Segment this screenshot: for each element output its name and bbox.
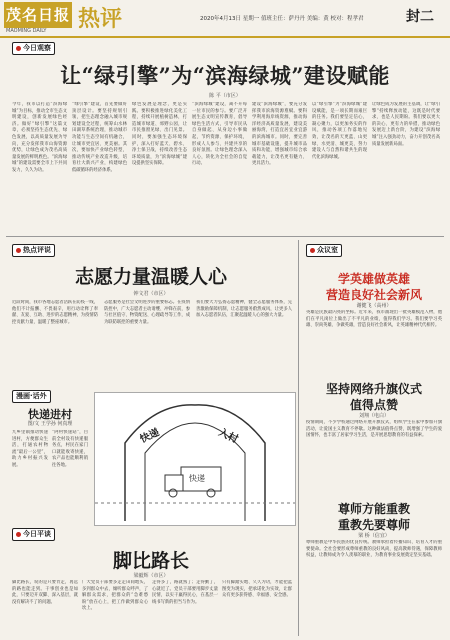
cartoon-tag: 漫画·话外 <box>12 390 51 403</box>
top-story-byline: 陈 平（市区） <box>209 93 241 99</box>
cartoon-text-right: “阿村快递站”，目前全村设有快递服务点，村民在家门口就能收寄快递，农产品也能顺利销往各地。 <box>52 430 88 468</box>
top-story-col-3: 绿色发展是理念，更是实践。要积极推进绿化美化工程，持续开展植树造林，打造城市绿道、郊野公园，让市民推窗见绿、出门见景。同时，要加强生态环境保护，深入打好蓝天、碧水、净土保卫战，持续改善生态环境质量，为“滨海绿城”建设提供坚实保障。 <box>132 102 187 167</box>
masthead <box>0 0 450 36</box>
volunteer-tag: 热点评说 <box>12 244 55 257</box>
article-1-text: 英雄是民族最闪亮的坐标。近年来，我市涌现出一批英雄模范人物，他们在平凡岗位上做出了不平凡的业绩，值得我们学习。我们要学习英雄、崇尚英雄、争做英雄，营造良好社会新风，让英雄精神代代相传。 <box>306 310 442 329</box>
cartoon-image <box>94 392 296 526</box>
road-tag: 今日平谈 <box>12 528 55 541</box>
column-divider <box>298 240 299 636</box>
top-story-tag: 今日观察 <box>12 42 55 55</box>
article-1-byline: 谢健飞（高州） <box>356 303 392 309</box>
newspaper-logo: 茂名日报 <box>4 2 72 28</box>
bullet-icon <box>16 46 21 51</box>
article-3-text: 尊师重教是中华民族的优良传统。教师承担着传播知识、培育人才的重要使命。全社会要形成尊师重教的良好风尚，提高教师待遇，保障教师权益，让教师成为令人羡慕的职业，为教育事业发展奠定坚实基础。 <box>306 540 442 559</box>
road-byline: 梁毅辉（市区） <box>133 573 169 579</box>
bullet-icon <box>310 248 315 253</box>
cartoon-byline: 图/文 王学孙 何真理 <box>27 421 73 427</box>
masthead-rule <box>0 36 450 38</box>
article-3-byline: 梁 桥（信宜） <box>358 533 390 539</box>
article-3-headline-1: 尊师方能重教 <box>337 502 410 516</box>
bullet-icon <box>16 532 21 537</box>
article-2-byline: 刘翔（电白） <box>358 413 389 419</box>
volunteer-col-3: 我们要大力弘扬志愿精神，健全志愿服务体系，完善激励保障机制，让志愿服务蔚然成风，让更多人加入志愿者队伍，汇聚起温暖人心的强大力量。 <box>196 300 292 319</box>
page-label: 封二 <box>406 9 434 25</box>
road-col-3: 走得多了，路就熟了；走得勤了，心就近了。党员干部要用脚步丈量民情，以实干赢得民心，在基层一线书写新的担当与作为。 <box>152 580 218 605</box>
right-block-tag: 众议室 <box>306 244 342 257</box>
volunteer-col-1: 近段时间，我市各地志愿者活跃在防疫一线，他们不计报酬、不畏艰辛，用行动诠释了奉献、友爱、互助、进步的志愿精神，为疫情防控贡献力量，温暖了整座城市。 <box>12 300 98 325</box>
top-story-col-5: 建设“滨海绿城”，要充分发挥我市滨海资源禀赋。要科学利用海岸线资源，推动海洋经济高质量发展，建设美丽海湾，打造宜居宜业宜游的滨海城市。同时，要完善城市基础设施，提升城市品质和功能，增强城市综合承载能力，让茂名更有魅力、更具活力。 <box>252 102 307 167</box>
article-2-headline-1: 坚持网络升旗仪式 <box>325 382 422 396</box>
top-story-col-6: 以“绿引擎”为“滨海绿城”建设赋能，是一项长期而艰巨的任务。我们要坚定信心，凝心聚力，以更加务实的作风，推动各项工作落地见效，让茂名的天更蓝、山更绿、水更清、城更美，努力建设人与自然和谐共生的现代化滨海绿城。 <box>312 102 367 160</box>
article-3-headline-2: 重教先要尊师 <box>337 518 410 532</box>
arch-label-right: 入村 <box>216 427 240 446</box>
issue-date-line: 2020年4月13日 星期一 值班主任：萨丹丹 美编：黄 校对：程孝君 <box>200 16 364 22</box>
road-col-2: 广大党员干部要多走走田间地头，多到群众中去，倾听群众呼声，了解群众需求，把群众的“急难愁盼”放在心上，把工作做到群众心坎上。 <box>82 580 148 612</box>
cartoon-text-left: 九乡里镇推动快递进村，方便群众生活，打通农村物流“最后一公里”，助力乡村振兴发展。 <box>12 430 48 468</box>
cartoon-title: 快递进村 <box>28 408 72 421</box>
article-2-headline-2: 值得点赞 <box>349 398 398 412</box>
truck-label: 快递 <box>189 474 205 483</box>
road-col-4: 只有脚踏实地、久久为功，才能把蓝图变为现实，把承诺化为实效，让群众有更多获得感、幸福感、安全感。 <box>222 580 292 599</box>
article-2-text: 疫情期间，不少学校通过网络开展升旗仪式，组织学生在家中参加升旗活动，让爱国主义教育不停歇。这种做法值得点赞，既增强了学生的爱国情怀，也丰富了居家学习生活，是开展思想教育的有益探索。 <box>306 420 442 439</box>
road-headline: 脚比路长 <box>112 550 189 572</box>
road-col-1: 脚比路长，说的是只要肯走，再远的路也能走到。干事创业也是如此，只要迈开双脚、深入基层，就没有解决不了的问题。 <box>12 580 78 605</box>
newspaper-logo-subtitle: MAOMING DAILY <box>6 28 47 34</box>
section-title: 热评 <box>78 6 123 32</box>
section-divider <box>6 236 444 237</box>
volunteer-byline: 钟文君（市区） <box>133 291 169 297</box>
top-story-col-7: 让绿色成为发展的主基调，让“绿引擎”持续释放动能，这既是时代要求，也是人民期盼。我们要以更大的决心、更有力的举措，推动绿色发展迈上新台阶，为建设“滨海绿城”注入强劲动力，奋力开创茂名高质量发展新局面。 <box>372 102 440 147</box>
top-story-headline: 让“绿引擎”为“滨海绿城”建设赋能 <box>60 63 390 88</box>
top-story-col-1: 今年，我市以打造“滨海绿城”为目标，推动全市生态文明建设，创新发展绿色经济。做好“绿引擎”这篇文章，必须坚持生态优先、绿色发展，以高质量发展为导向，充分发挥我市山海资源优势，让绿色成为茂名高质量发展的鲜明底色。“滨海绿城”的建设需要全市上下共同发力，久久为功。 <box>12 102 67 173</box>
article-1-headline-2: 营造良好社会新风 <box>325 288 422 302</box>
bullet-icon <box>16 248 21 253</box>
top-story-col-2: “绿引擎”建设，首先要做好顶层设计。要坚持规划引领，把生态理念融入城市规划建设全过程，统筹山水林田湖草系统治理，推动城市功能与生态空间有机融合，让城市更宜居、更美丽。其次，要加快产业绿色转型，推动传统产业改造升级，培育壮大新兴产业，构建绿色低碳循环的经济体系。 <box>72 102 127 173</box>
top-story-col-4: “滨海绿城”建设，离不开每一位市民的参与。要广泛开展生态文明宣传教育，倡导绿色生活方式，引导市民从自身做起、从身边小事做起，节约资源、保护环境，形成人人参与、共建共享的良好氛围。让绿色理念深入人心，转化为全社会的自觉行动。 <box>192 102 247 167</box>
arch-label-left: 快递 <box>138 427 162 446</box>
volunteer-col-2: 志愿服务是社会文明进步的重要标志。在疫情防控中，广大志愿者主动请缨、冲锋在前，参与社区值守、物资配送、心理疏导等工作，成为联防联控的重要力量。 <box>104 300 190 325</box>
article-1-headline-1: 学英雄做英雄 <box>337 272 410 286</box>
volunteer-headline: 志愿力量温暖人心 <box>74 266 227 288</box>
